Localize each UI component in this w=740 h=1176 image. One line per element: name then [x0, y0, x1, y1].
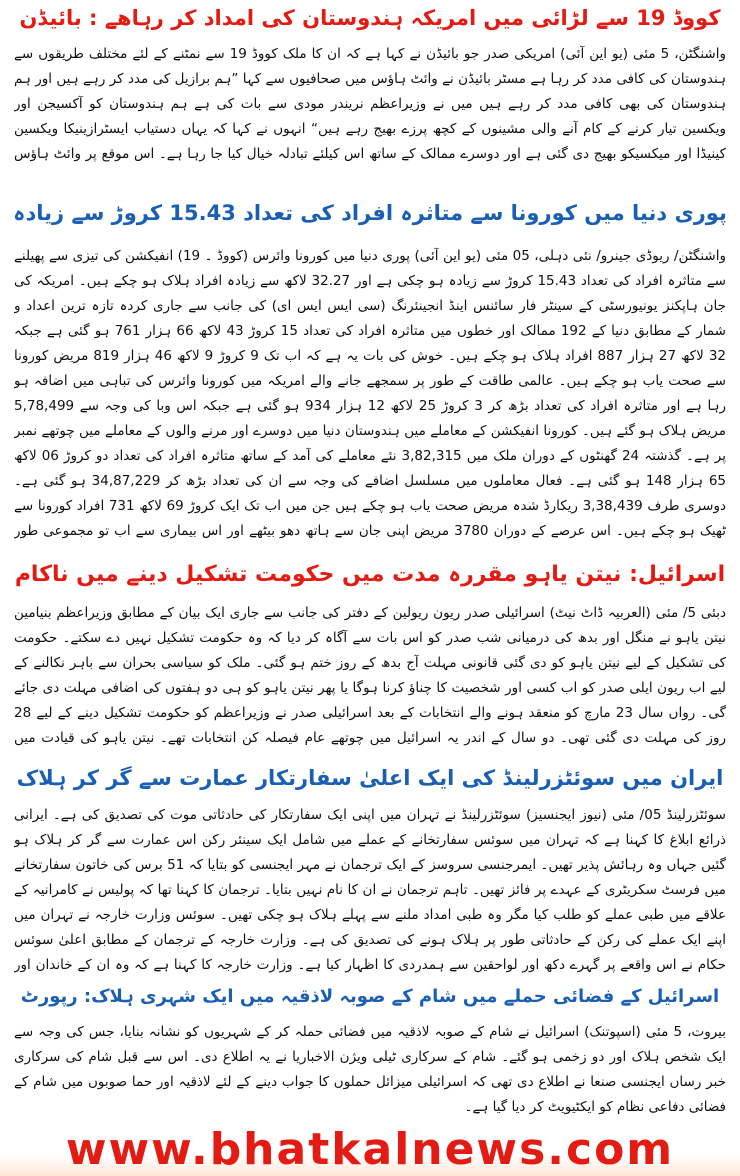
article-2-body: واشنگٹن/ ریوڈی جینرو/ نئی دہلی، 05 مئی (یو این آئی) پوری دنیا میں کورونا وائرس (کووڈ ۔ 19) انفیکشن کی تیزی سے پھیلنے سے متاثرہ افراد کی تعداد 15.43 کروڑ سے زیادہ ہو چکی ہے اور 32.27 لاکھ سے زیادہ افراد ہلاک ہو چکے ہیں۔ امریکہ کی جان ہاپکنز یونیورسٹی کے سینٹر فار سائنس اینڈ انجینئرنگ (سی ایس ایس ای) کی جانب سے جاری کردہ تازہ ترین اعداد و شمار کے مطابق دنیا کے 192 ممالک اور خطوں میں متاثرہ افراد کی تعداد 15 کروڑ 43 لاکھ 66 ہزار 761 ہو گئی ہے جبکہ 32 لاکھ 27 ہزار 887 افراد ہلاک ہو چکے ہیں۔ خوش کی بات یہ ہے کہ اب تک 9 کروڑ 9 لاکھ 46 ہزار 819 مریض کورونا سے صحت یاب ہو چکے ہیں۔ عالمی طاقت کے طور پر سمجھے جانے والے امریکہ میں کورونا وائرس کی تباہی میں اضافہ ہو رہا ہے اور متاثرہ افراد کی تعداد بڑھ کر 3 کروڑ 25 لاکھ 12 ہزار 934 ہو گئی ہے جبکہ اس وبا کی وجہ سے 5,78,499 مریض ہلاک ہو گئے ہیں۔ کورونا انفیکشن کے معاملے میں ہندوستان دنیا میں دوسرے اور مرنے والوں کے معاملے میں چوتھے نمبر پر ہے۔ گذشتہ 24 گھنٹوں کے دوران ملک میں 3,82,315 نئے معاملے کی آمد کے ساتھ متاثرہ افراد کی تعداد دو کروڑ 06 لاکھ 65 ہزار 148 ہو گئی ہے۔ فعال معاملوں میں مسلسل اضافے کی وجہ سے ان کی تعداد بڑھ کر 34,87,229 ہو گئی ہے۔ دوسری طرف 3,38,439 ریکارڈ شدہ مریض صحت یاب ہو چکے ہیں جن میں اب تک ایک کروڑ 69 لاکھ 731 افراد کورونا سے ٹھیک ہو چکے ہیں۔ اس عرصے کے دوران 3780 مریض اپنی جان سے ہاتھ دھو بیٹھے اور اس بیماری سے اب تو مجموعی طور: [14, 248, 726, 539]
article-5-body: بیروت، 5 مئی (اسپوتنک) اسرائیل نے شام کے صوبہ لاذقیہ میں فضائی حملہ کر کے شہریوں کو نشانہ بنایا، جس کی وجہ سے ایک شخص ہلاک اور دو زخمی ہو گئے۔ شام کے سرکاری ٹیلی ویژن الاخباریا نے یہ اطلاع دی۔ اس سے قبل شام کی سرکاری خبر رساں ایجنسی صنعا نے اطلاع دی تھی کہ اسرائیلی میزائل حملوں کا جواب دینے کے لئے لاذقیہ اور حما صوبوں میں شام کے فضائی دفاعی نظام کو ایکٹیویٹ کر دیا گیا ہے۔: [14, 1024, 726, 1115]
article-4-body: سوئٹزرلینڈ 05/ مئی (نیوز ایجنسیز) سوئٹزرلینڈ نے تہران میں اپنی ایک سفارتکار کی حادثاتی موت کی تصدیق کی ہے۔ ایرانی ذرائع ابلاغ کا کہنا ہے کہ تہران میں سوئس سفارتخانے کے عملے میں شامل ایک سینئر رکن اس عمارت سے گر کر ہلاک ہو گئیں جہاں وہ رہائش پذیر تھیں۔ ایمرجنسی سروسز کے ایک ترجمان نے مہر ایجنسی کو بتایا کہ 51 برس کی خاتون سفارتخانے میں فرسٹ سکریٹری کے عہدے پر فائز تھیں۔ تاہم ترجمان نے ان کا نام نہیں بتایا۔ ترجمان کا کہنا تھا کہ پولیس نے کامرانیہ کے علاقے میں طبی عملے کو طلب کیا مگر وہ طبی امداد ملنے سے پہلے ہلاک ہو چکی تھیں۔ سوئس وزارت خارجہ نے تہران میں اپنے ایک عملے کی رکن کے حادثاتی طور پر ہلاک ہونے کی تصدیق کی ہے۔ وزارت خارجہ کے ترجمان کے مطابق اعلیٰ سوئس حکام نے اس واقعے پر گہرے دکھ اور لواحقین سے ہمدردی کا اظہار کیا ہے۔ وزارت خارجہ کا کہنا ہے کہ وہ ان کے خاندان اور: [14, 807, 726, 973]
article-4-headline: ایران میں سوئٹزرلینڈ کی ایک اعلیٰ سفارتکار عمارت سے گر کر ہلاک: [16, 766, 724, 790]
article-5-headline: اسرائیل کے فضائی حملے میں شام کے صوبہ لاذقیہ میں ایک شہری ہلاک: رپورٹ: [20, 986, 720, 1007]
article-1-headline: کووڈ 19 سے لڑائی میں امریکہ ہندوستان کی امداد کر رہاھے : بائیڈن: [19, 6, 721, 30]
article-3-headline: اسرائیل: نیتن یاہو مقررہ مدت میں حکومت تشکیل دینے میں ناکام: [14, 562, 726, 587]
website-banner[interactable]: www.bhatkalnews.com: [0, 1124, 740, 1176]
article-3-body: دبئی 5/ مئی (العربیہ ڈاٹ نیٹ) اسرائیلی صدر ریون ریولین کے دفتر کی جانب سے جاری ایک بیان کے مطابق وزیراعظم بنیامین نیتن یاہو نے منگل اور بدھ کی درمیانی شب صدر کو اس بات سے آگاہ کر دیا کہ وہ حکومت تشکیل نہیں دے سکتے۔ حکومت کی تشکیل کے لیے نیتن یاہو کو دی گئی قانونی مہلت آج بدھ کے روز ختم ہو گئی۔ ملک کو سیاسی بحران سے باہر نکالنے کے لیے اب ریون ایلی صدر کو اب کسی اور شخصیت کا چناؤ کرنا ہوگا یا پھر نیتن یاہو کو ہی دو ہفتوں کی اضافی مہلت دی جائے گی۔ رواں سال 23 مارچ کو منعقد ہونے والے انتخابات کے بعد اسرائیلی صدر نے وزیراعظم کو حکومت تشکیل دینے کے لیے 28 روز کی مہلت دی گئی تھی۔ دو سال کے اندر یہ اسرائیل میں چوتھے عام فیصلہ کن انتخابات تھے۔ نیتن یاہو کی قیادت میں: [14, 605, 726, 746]
article-2-headline: پوری دنیا میں کورونا سے متاثرہ افراد کی تعداد 15.43 کروڑ سے زیادہ: [13, 201, 727, 225]
article-1-body: واشنگٹن، 5 مئی (یو این آئی) امریکی صدر جو بائیڈن نے کہا ہے کہ ان کا ملک کووڈ 19 سے نمٹنے کے لئے مختلف طریقوں سے ہندوستان کی کافی مدد کر رہا ہے مسٹر بائیڈن نے وائٹ ہاؤس میں صحافیوں سے کہا ”ہم برازیل کی مدد کر رہے ہیں اور ہم ہندوستان کی بھی کافی مدد کر رہے ہیں میں نے وزیراعظم نریندر مودی سے بات کی ہے ہم ہندوستان کو آکسیجن اور ویکسین تیار کرنے کے کام آنے والی مشینوں کے کچھ پرزے بھیج رہے ہیں“ انہوں نے کہا کہ یہاں دستیاب ایسٹرازینیکا ویکسین کینیڈا اور میکسیکو بھیج دی گئی ہے اور دوسرے ممالک کے ساتھ اس کیلئے تبادلہ خیال کیا جا رہا ہے۔ اس موقع پر وائٹ ہاؤس: [14, 46, 726, 162]
